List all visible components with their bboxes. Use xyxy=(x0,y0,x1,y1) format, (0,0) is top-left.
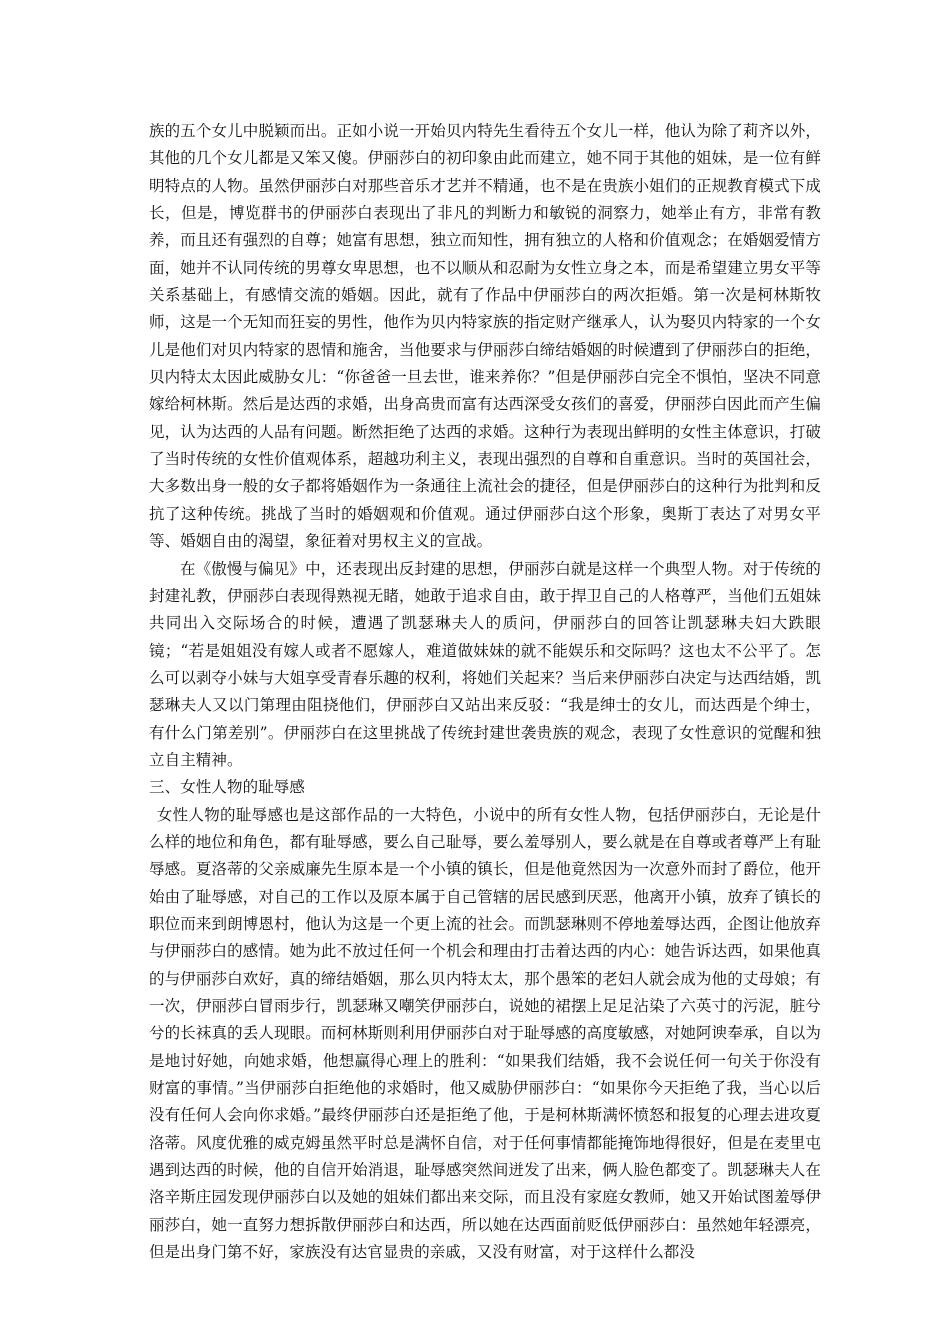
document-body xyxy=(149,118,821,1266)
section-heading: 三、女性人物的耻辱感 xyxy=(149,778,306,797)
body-paragraph-3: 女性人物的耻辱感也是这部作品的一大特色，小说中的所有女性人物，包括伊丽莎白，无论是什么样的地位和角色，都有耻辱感，要么自己耻辱，要么羞辱别人，要么就是在自尊或者尊严上有耻辱感。夏洛蒂的父亲威廉先生原本是一个小镇的镇长，但是他竟然因为一次意外而封了爵位，他开始由了耻辱感，对自己的工作以及原本属于自己管辖的居民感到厌恶，他离开小镇，放弃了镇长的职位而来到朗博恩村，他认为这是一个更上流的社会。而凯瑟琳则不停地羞辱达西，企图让他放弃与伊丽莎白的感情。她为此不放过任何一个机会和理由打击着达西的内心：她告诉达西，如果他真的与伊丽莎白欢好，真的缔结婚姻，那么贝内特太太，那个愚笨的老妇人就会成为他的丈母娘；有一次，伊丽莎白冒雨步行，凯瑟琳又嘲笑伊丽莎白，说她的裙摆上足足沾染了六英寸的污泥，脏兮兮的长袜真的丢人现眼。而柯林斯则利用伊丽莎白对于耻辱感的高度敏感，对她阿谀奉承，自以为是地讨好她，向她求婚，他想赢得心理上的胜利：“如果我们结婚，我不会说任何一句关于你没有财富的事情。”当伊丽莎白拒绝他的求婚时，他又威胁伊丽莎白：“如果你今天拒绝了我，当心以后没有任何人会向你求婚。”最终伊丽莎白还是拒绝了他，于是柯林斯满怀愤怒和报复的心理去进攻夏洛蒂。风度优雅的威克姆虽然平时总是满怀自信，对于任何事情都能掩饰地得很好，但是在麦里屯遇到达西的时候，他的自信开始消退，耻辱感突然间迸发了出来，俩人脸色都变了。凯瑟琳夫人在洛辛斯庄园发现伊丽莎白以及她的姐妹们都出来交际，而且没有家庭女教师，她又开始试图羞辱伊丽莎白，她一直努力想拆散伊丽莎白和达西，所以她在达西面前贬低伊丽莎白：虽然她年轻漂亮，但是出身门第不好，家族没有达官显贵的亲戚，又没有财富，对于这样什么都没 xyxy=(149,805,821,1262)
body-paragraph-1: 族的五个女儿中脱颖而出。正如小说一开始贝内特先生看待五个女儿一样，他认为除了莉齐以外，其他的几个女儿都是又笨又傻。伊丽莎白的初印象由此而建立，她不同于其他的姐妹，是一位有鲜明特点的人物。虽然伊丽莎白对那些音乐才艺并不精通，也不是在贵族小姐们的正规教育模式下成长，但是，博览群书的伊丽莎白表现出了非凡的判断力和敏锐的洞察力，她举止有方，非常有教养，而且还有强烈的自尊；她富有思想，独立而知性，拥有独立的人格和价值观念；在婚姻爱情方面，她并不认同传统的男尊女卑思想，也不以顺从和忍耐为女性立身之本，而是希望建立男女平等关系基础上，有感情交流的婚姻。因此，就有了作品中伊丽莎白的两次拒婚。第一次是柯林斯牧师，这是一个无知而狂妄的男性，他作为贝内特家族的指定财产继承人，认为娶贝内特家的一个女儿是他们对贝内特家的恩情和施舍，当他要求与伊丽莎白缔结婚姻的时候遭到了伊丽莎白的拒绝，贝内特太太因此威胁女儿：“你爸爸一旦去世，谁来养你？”但是伊丽莎白完全不惧怕，坚决不同意嫁给柯林斯。然后是达西的求婚，出身高贵而富有达西深受女孩们的喜爱，伊丽莎白因此而产生偏见，认为达西的人品有问题。断然拒绝了达西的求婚。这种行为表现出鲜明的女性主体意识，打破了当时传统的女性价值观体系，超越功利主义，表现出强烈的自尊和自重意识。当时的英国社会，大多数出身一般的女子都将婚姻作为一条通往上流社会的捷径，但是伊丽莎白的这种行为批判和反抗了这种传统。挑战了当时的婚姻观和价值观。通过伊丽莎白这个形象，奥斯丁表达了对男女平等、婚姻自由的渴望，象征着对男权主义的宣战。 xyxy=(149,122,821,551)
body-paragraph-2: 在《傲慢与偏见》中，还表现出反封建的思想，伊丽莎白就是这样一个典型人物。对于传统的封建礼教，伊丽莎白表现得熟视无睹，她敢于追求自由，敢于捍卫自己的人格尊严，当他们五姐妹共同出入交际场合的时候，遭遇了凯瑟琳夫人的质问，伊丽莎白的回答让凯瑟琳夫妇大跌眼镜；“若是姐姐没有嫁人或者不愿嫁人，难道做妹妹的就不能娱乐和交际吗？这也太不公平了。怎么可以剥夺小妹与大姐享受青春乐趣的权利，将她们关起来？当后来伊丽莎白决定与达西结婚，凯瑟琳夫人又以门第理由阻挠他们，伊丽莎白又站出来反驳：“我是绅士的女儿，而达西是个绅士，有什么门第差别”。伊丽莎白在这里挑战了传统封建世袭贵族的观念，表现了女性意识的觉醒和独立自主精神。 xyxy=(149,559,821,769)
